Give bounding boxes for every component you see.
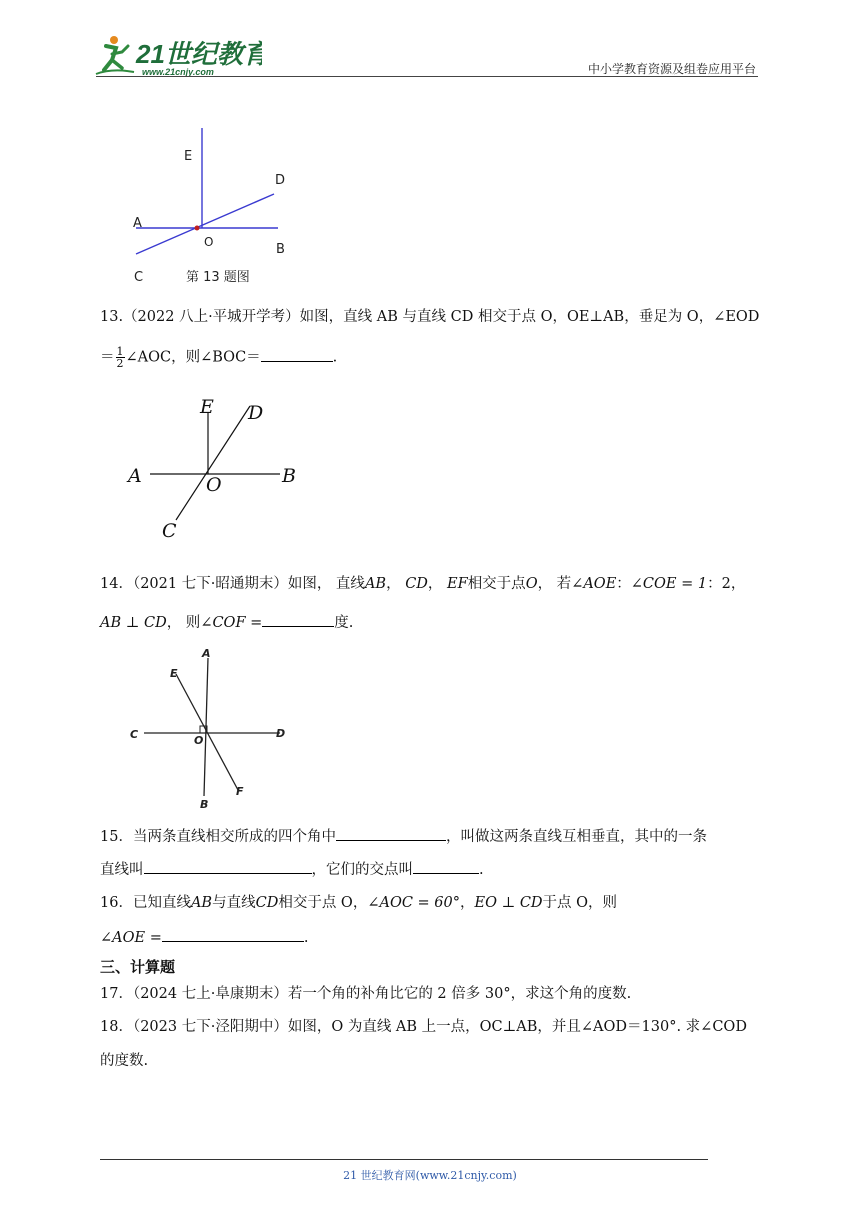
label-a: A bbox=[202, 647, 211, 660]
question-18-line2: 的度数. bbox=[100, 1053, 149, 1069]
logo-text: 21世纪教育 bbox=[136, 39, 262, 69]
figure-13b bbox=[120, 392, 320, 548]
label-b: B bbox=[200, 798, 209, 811]
figure-14 bbox=[124, 644, 304, 818]
header-divider bbox=[96, 76, 758, 77]
label-d: D bbox=[276, 727, 286, 740]
label-c: C bbox=[130, 728, 139, 741]
answer-blank-13[interactable] bbox=[261, 347, 333, 362]
figure-caption: 第 13 题图 bbox=[186, 270, 250, 285]
label-o: O bbox=[204, 235, 214, 249]
question-14-line2: AB ⊥ CD， 则∠COF = 度. bbox=[100, 612, 353, 633]
question-16-line1: 16．已知直线AB与直线CD相交于点 O，∠AOC = 60°，EO ⊥ CD于点 O，则 bbox=[100, 895, 618, 911]
logo-url: www.21cnjy.com bbox=[142, 67, 214, 77]
header-platform-text: 中小学教育资源及组卷应用平台 bbox=[587, 62, 756, 76]
fraction-one-half: $\frac{1}{2}$ bbox=[116, 345, 124, 370]
footer-link[interactable]: 21 世纪教育网(www.21cnjy.com) bbox=[343, 1169, 517, 1182]
label-e: E bbox=[170, 667, 178, 680]
figure-13a bbox=[126, 126, 296, 294]
question-15-line2: 直线叫 ，它们的交点叫 . bbox=[100, 859, 484, 880]
question-13-text: ∠AOC，则∠BOC＝ bbox=[125, 349, 261, 366]
line-cd bbox=[176, 406, 250, 520]
label-e: E bbox=[184, 149, 193, 164]
question-16-line2: ∠AOE = . bbox=[100, 927, 308, 948]
label-o: O bbox=[194, 734, 204, 747]
question-14-line1: 14．（2021 七下·昭通期末）如图， 直线AB， CD， EF相交于点O， 若∠AOE：∠COE = 1：2， bbox=[100, 576, 746, 592]
section-heading: 三、计算题 bbox=[100, 958, 176, 976]
label-c: C bbox=[162, 520, 177, 542]
label-o: O bbox=[206, 474, 222, 496]
answer-blank-15c[interactable] bbox=[413, 859, 479, 874]
equals-sign: ＝ bbox=[100, 349, 115, 366]
label-d: D bbox=[275, 173, 286, 188]
point-o bbox=[195, 226, 200, 231]
footer-divider bbox=[100, 1159, 708, 1160]
answer-blank-16[interactable] bbox=[162, 927, 304, 942]
answer-blank-15a[interactable] bbox=[336, 826, 446, 841]
label-f: F bbox=[236, 785, 244, 798]
label-c: C bbox=[134, 270, 144, 285]
question-15-line1: 15．当两条直线相交所成的四个角中 ，叫做这两条直线互相垂直，其中的一条 bbox=[100, 826, 707, 847]
label-a: A bbox=[133, 216, 142, 231]
question-13-line1: 13.（2022 八上·平城开学考）如图，直线 AB 与直线 CD 相交于点 O，OE⊥AB，垂足为 O，∠EOD bbox=[100, 309, 760, 325]
label-e: E bbox=[200, 396, 214, 418]
label-b: B bbox=[282, 465, 296, 487]
question-17: 17．（2024 七上·阜康期末）若一个角的补角比它的 2 倍多 30°，求这个角的度数. bbox=[100, 986, 632, 1002]
label-a: A bbox=[128, 465, 142, 487]
label-d: D bbox=[248, 402, 264, 424]
question-18-line1: 18．（2023 七下·泾阳期中）如图，O 为直线 AB 上一点，OC⊥AB，并且∠AOD＝130°. 求∠COD bbox=[100, 1019, 747, 1035]
answer-blank-15b[interactable] bbox=[144, 859, 312, 874]
label-b: B bbox=[276, 242, 285, 257]
runner-icon bbox=[96, 36, 134, 74]
answer-blank-14[interactable] bbox=[262, 612, 334, 627]
question-13-line2: ＝ $\frac{1}{2}$ ∠AOC，则∠BOC＝ . bbox=[100, 345, 338, 370]
site-logo bbox=[92, 32, 262, 80]
